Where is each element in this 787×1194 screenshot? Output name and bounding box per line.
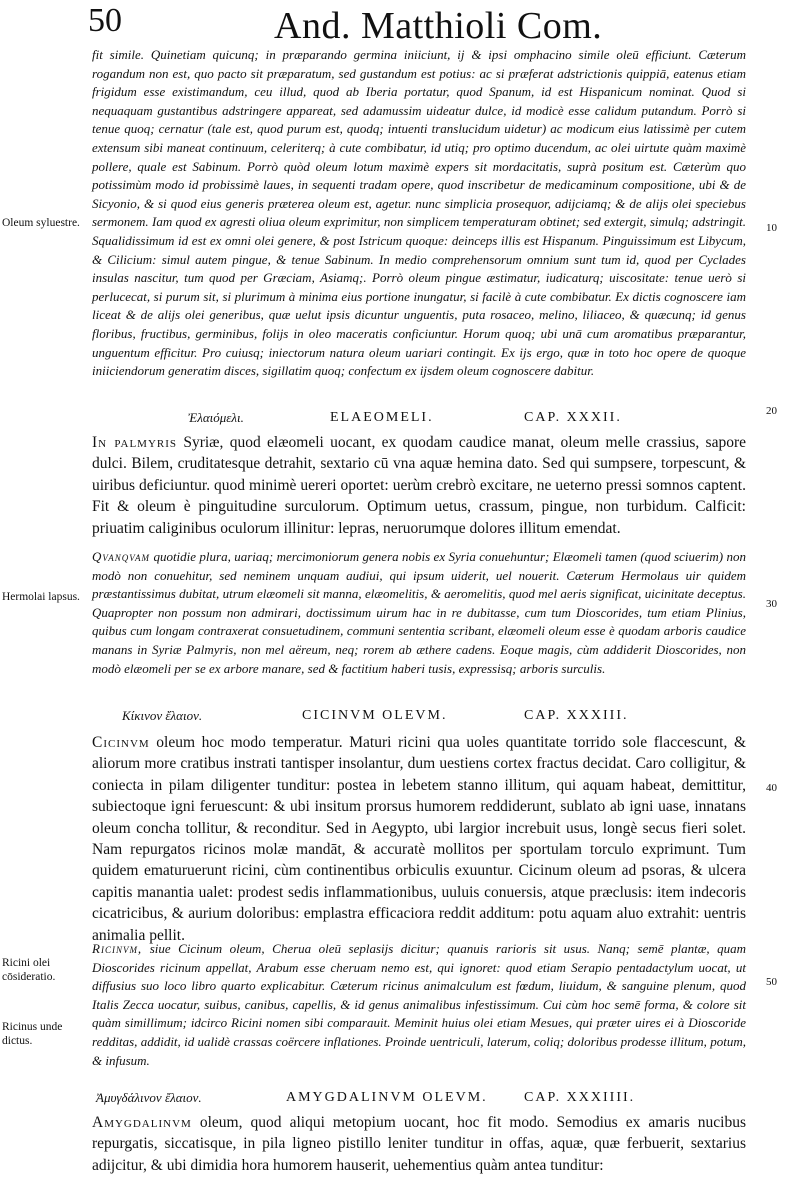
- initial-words: Cicinvm: [92, 734, 150, 751]
- dioscorides-text-32: [92, 432, 746, 539]
- commentary-33: [92, 940, 746, 1070]
- initial-words: Ricinvm,: [92, 941, 143, 956]
- initial-words: In palmyris: [92, 434, 178, 451]
- initial-words: Qvanqvam: [92, 549, 151, 564]
- initial-words: Amygdalinvm: [92, 1114, 192, 1131]
- chapter-number: CAP. XXXIII.: [524, 708, 629, 723]
- line-number: 40: [766, 782, 777, 794]
- greek-title: Ἐλαιόμελι.: [188, 410, 244, 425]
- chapter-34-heading: [92, 1090, 746, 1112]
- chapter-number: CAP. XXXII.: [524, 410, 622, 425]
- line-number: 30: [766, 598, 777, 610]
- dioscorides-text-34: [92, 1112, 746, 1176]
- paragraph-text: oleum, quod aliqui metopium uocant, hoc fit modo. Semodius ex amaris nucibus repurgatis, siccatisque, in pila ligneo pistillo leniter tunditur in offas, aquæ, quæ ferbuerit, sextarius adijcitur, & ubi dimidia hora humorem hauserit, uehementius quàm antea tunditur:: [92, 1114, 747, 1174]
- line-number: 50: [766, 976, 777, 988]
- latin-title: CICINVM OLEVM.: [302, 708, 448, 723]
- paragraph-text: quotidie plura, uariaq; mercimoniorum genera nobis ex Syria conuehuntur; Elæomeli tamen (quod sciuerim) non modò non conuehitur, sed neminem unquam audiui, qui ipsum uiderit, uel nouerit. Cæterum Hermolaus uir quidem præstantissimus dubitat, utrum elæomeli sit manna, elæomelitis, & aeromelitis, quod mel aeris significat, uicinitate deceptus. Quapropter non possum non admirari, doctissimum uirum hac in re dubitasse, cum tum Dioscorides, tum etiam Plinius, quibus cum longam contraxerat consuetudinem, communi sententia scribant, elæomeli oleum esse è quodam arboris caudice manans in Syriæ Palmyris, non mel aëreum, neq; rorem ab æthere cadens. Eoque magis, cùm addiderit Dioscorides, non modò elæomeli per se ex arbore manare, sed & factitium haberi tusis, expressisq; arboris surculis.: [92, 549, 747, 676]
- dioscorides-text-33: [92, 732, 746, 946]
- paragraph-text: fit simile. Quinetiam quicunq; in præparando germina iniiciunt, ij & ipsi omphacino simile oleū efficiunt. Cæterum rogandum non est, quo pacto sit præparatum, sed gustandum est potius: ac si præferat adstrictionis quippiā, eatenus etiam frigidum esse existimandum, ceu illud, quod ab Iberia portatur, quod Spanum, id est Hispanicum nominat. Quod si nequaquam gustantibus adstringere appareat, sed adamussim uideatur dulce, id modicè esse calidum putandum. Porrò si tenue quoq; cernatur (tale est, quod purum est, quodq; intuenti translucidum uidetur) ac modicum eius latissimè per cutem extensum sibi maneat continuum, celeriterq; à cute combibatur, id utiq; pro optimo ducendum, ac olei uirtute quàm maximè pollere, quale est Sabinum. Porrò quòd oleum lotum maximè expers sit mordacitatis, suprà positum est. Cæterùm quo potissimùm modo id probissimè laues, in sequenti tradam opere, quod inscribetur de medicaminum compositione, ubi & de Sicyonio, & si quod eius generis præterea oleum est, agetur. nunc simplicia prosequor, adijciamq; & de alijs olei speciebus sermonem. Iam quod ex agresti oliua oleum exprimitur, non simplicem temperaturam obtinet; sed extergit, simulq; adstringit. Squalidissimum id est ex omni olei genere, & post Istricum quoque: deinceps illis est Hispanum. Pinguissimum est Libycum, & Cilicium: simul autem pingue, & tenue Sabinum. In medio comprehensorum omnium sunt tum id, quod per Cyclades insulas nascitur, tum quod per Græciam, Asiamq;. Porrò oleum pingue æstimatur, iudicaturq; uiscositate: tenue uerò si perlucecat, si purum sit, si plurimum à minima eius portione inungatur, si facilè à cute combibatur. Ex dictis cognoscere iam liceat & de alijs olei generibus, quæ uelut ipsis dicuntur unguentis, puta rosaceo, melino, liliaceo, & quæcunq; id genus floribus, fructibus, germinibus, folijs in oleo maceratis conficiuntur. Horum quoq; ubi unā cum aromatibus præparantur, unguentum efficitur. Pro cuiusq; iniectorum natura oleum uariari contingit. Ex ijs ergo, quæ in toto hoc opere de quoque iniiciendorum generatim disces, sigillatim quoq; confectum ex ijsdem oleum cognoscere dabitur.: [92, 47, 746, 379]
- latin-title: AMYGDALINVM OLEVM.: [286, 1090, 488, 1105]
- commentary-paragraph-1: [92, 46, 746, 381]
- running-head: And. Matthioli Com.: [274, 5, 603, 47]
- margin-note-ricini-olei: Ricini olei cōsideratio.: [2, 957, 56, 983]
- greek-title: Ἀμυγδάλινον ἔλαιον.: [96, 1090, 202, 1105]
- margin-note-ricinus-unde: Ricinus unde dictus.: [2, 1021, 63, 1047]
- line-number: 10: [766, 222, 777, 234]
- line-number: 20: [766, 405, 777, 417]
- latin-title: ELAEOMELI.: [330, 410, 434, 425]
- margin-note-hermolai: Hermolai lapsus.: [2, 591, 80, 603]
- chapter-33-heading: [92, 708, 746, 730]
- margin-note-oleum-syluestre: Oleum syluestre.: [2, 217, 80, 229]
- paragraph-text: oleum hoc modo temperatur. Maturi ricini qua uoles quantitate torrido sole flaccescunt, & aliorum more cratibus instrati tantisper insolantur, dum uestiens cortex fractus decidat. Caro colligitur, & coniecta in pilam diligenter tunditur: postea in lebetem stanno illitum, qui aquam habeat, demittitur, subiectoque igni feruescunt: & ubi insitum prorsus humorem reddiderunt, sublato ab igni uase, innatans oleum concha tollitur, & reconditur. Sed in Aegypto, ubi largior increbuit usus, longè secus fieri solet. Nam repurgatos ricinos molæ mandāt, & accuratè mollitos per sportulam torculo exprimunt. Tum quidem ematuruerunt ricini, cùm continentibus orbiculis exuuntur. Cicinum oleum ad psoras, & ulcera capitis manantia ualet: prodest sedis inflammationibus, uuluis conuersis, atque præclusis: item indecoris cicatricibus, & aurium doloribus: emplastra efficaciora reddit additum: potu aquam aluo extrahit: uentris animalia pellit.: [92, 734, 746, 944]
- greek-title: Κίκινον ἔλαιον.: [122, 708, 203, 723]
- chapter-number: CAP. XXXIIII.: [524, 1090, 636, 1105]
- paragraph-text: siue Cicinum oleum, Cherua oleū seplasijs dicitur; quanuis rarioris sit usus. Nanq; semē plantæ, quam Dioscorides ricinum appellat, Arabum esse cheruam nemo est, qui ignoret: quod etiam Serapio pentadactylum uocat, ut diffusius suo loco libro quarto explicabitur. Cæterum ricinus animalculum est fœdum, liuidum, & sanguine plenum, quod Italis Zecca uocatur, suibus, canibus, capellis, & id genus animalibus infestissimum. Cui cùm hoc semē forma, & colore sit quàm simillimum; idcirco Ricini nomen sibi comparauit. Meminit huius olei etiam Mesues, qui præter uires ei à Dioscoride redditas, addidit, id ualidè crassas coërcere inflationes. Proinde uentriculi, laterum, coliq; doloribus prodesse illitum, potum, & infusum.: [92, 941, 747, 1068]
- paragraph-text: Syriæ, quod elæomeli uocant, ex quodam caudice manat, oleum melle crassius, sapore dulci. Bilem, cruditatesque detrahit, sextario cū vna aquæ hemina dato. Sed qui sumpsere, torpescunt, & uiribus deficiuntur. quod minimè uereri oportet: uerùm crebrò excitare, ne ueterno pressi somnos captent. Fit & oleum è pinguitudine surculorum. Optimum uetus, crassum, pingue, non turbidum. Calficit: priuatim caliginibus oculorum illinitur: lepras, neruorumque dolores illitum emendat.: [92, 434, 747, 537]
- commentary-32: [92, 548, 746, 678]
- chapter-32-heading: [92, 410, 746, 432]
- page-number: 50: [88, 2, 122, 39]
